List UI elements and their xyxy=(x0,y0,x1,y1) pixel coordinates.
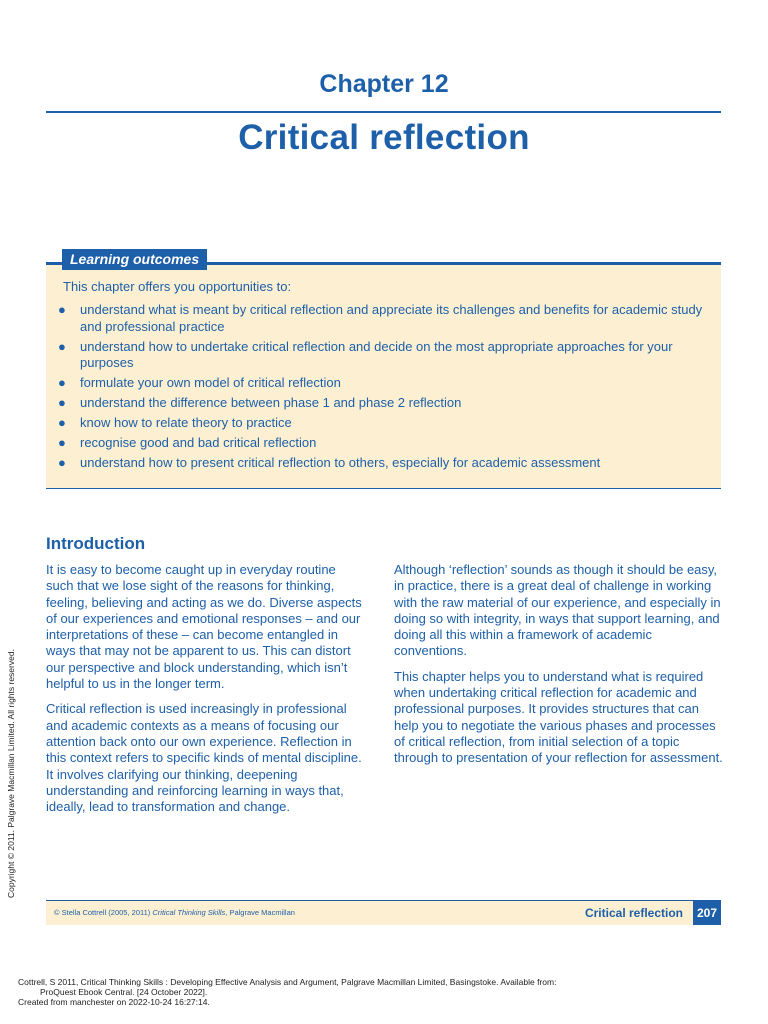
bullet-icon: ● xyxy=(58,338,66,354)
bullet-icon: ● xyxy=(58,375,66,390)
bullet-icon: ● xyxy=(58,302,66,317)
chapter-label: Chapter 12 xyxy=(319,70,449,98)
paragraph: Critical reflection is used increasingly in professional and academic contexts as a means of focusing our attention back onto our own experience. Reflection in this context refers to specific kinds of mental discipline. It involves clarifying our thinking, deepening understanding and reinforcing learning in ways that, ideally, lead to transformation and change. xyxy=(46,701,362,815)
citation-notice: Cottrell, S 2011, Critical Thinking Skills : Developing Effective Analysis and Argument, Palgrave Macmillan Limited, Basingstoke. Available from: ProQuest Ebook Central. [24 October 2022]. Created from manchester on 2022-10-24 16:27:14. xyxy=(18,977,557,1007)
learning-outcomes-intro: This chapter offers you opportunities to: xyxy=(63,279,292,294)
learning-outcomes-tab: Learning outcomes xyxy=(62,249,207,270)
list-item: ● understand what is meant by critical reflection and appreciate its challenges and benefits for academic study and professional practice xyxy=(58,302,703,334)
section-heading-introduction: Introduction xyxy=(46,534,146,553)
bullet-icon: ● xyxy=(58,455,66,470)
footer-copyright: © Stella Cottrell (2005, 2011) Critical Thinking Skills, Palgrave Macmillan xyxy=(54,908,295,917)
running-head: Critical reflection xyxy=(584,906,683,920)
introduction-left-column xyxy=(46,562,366,824)
bullet-icon: ● xyxy=(58,415,66,430)
list-item: ● understand how to present critical reflection to others, especially for academic assessment xyxy=(58,455,601,470)
chapter-title: Critical reflection xyxy=(238,118,530,157)
bullet-icon: ● xyxy=(58,395,66,410)
list-item: ● formulate your own model of critical reflection xyxy=(58,375,341,390)
list-item: ● know how to relate theory to practice xyxy=(58,415,292,430)
list-item: ● understand how to undertake critical reflection and decide on the most appropriate approaches for your purposes xyxy=(58,338,673,370)
paragraph: It is easy to become caught up in everyday routine such that we lose sight of the reasons for thinking, feeling, believing and acting as we do. Diverse aspects of our experiences and emotional responses – and our interpretations of these – can become entangled in ways that may not be apparent to us. This can distort our perspective and block understanding, which isn’t helpful to us in the longer term. xyxy=(46,562,362,692)
introduction-right-column xyxy=(394,562,724,776)
paragraph: Although ‘reflection’ sounds as though it should be easy, in practice, there is a great deal of challenge in working with the raw material of our experience, and especially in doing so with integrity, in ways that support learning, and doing all this within a framework of academic conventions. xyxy=(394,562,721,659)
page-footer xyxy=(46,900,721,925)
chapter-divider xyxy=(46,111,721,113)
page-number: 207 xyxy=(693,901,721,925)
paragraph: This chapter helps you to understand what is required when undertaking critical reflection for academic and professional purposes. It provides structures that can help you to negotiate the various phases and processes of critical reflection, from initial selection of a topic through to presentation of your reflection for assessment. xyxy=(394,668,723,766)
list-item: ● recognise good and bad critical reflection xyxy=(58,435,317,450)
learning-outcomes-list xyxy=(58,302,708,475)
bullet-icon: ● xyxy=(58,435,66,450)
list-item: ● understand the difference between phase 1 and phase 2 reflection xyxy=(58,395,462,410)
side-copyright-notice: Copyright © 2011. Palgrave Macmillan Limited. All rights reserved. xyxy=(6,649,16,898)
footer-book-title: Critical Thinking Skills xyxy=(152,908,226,917)
